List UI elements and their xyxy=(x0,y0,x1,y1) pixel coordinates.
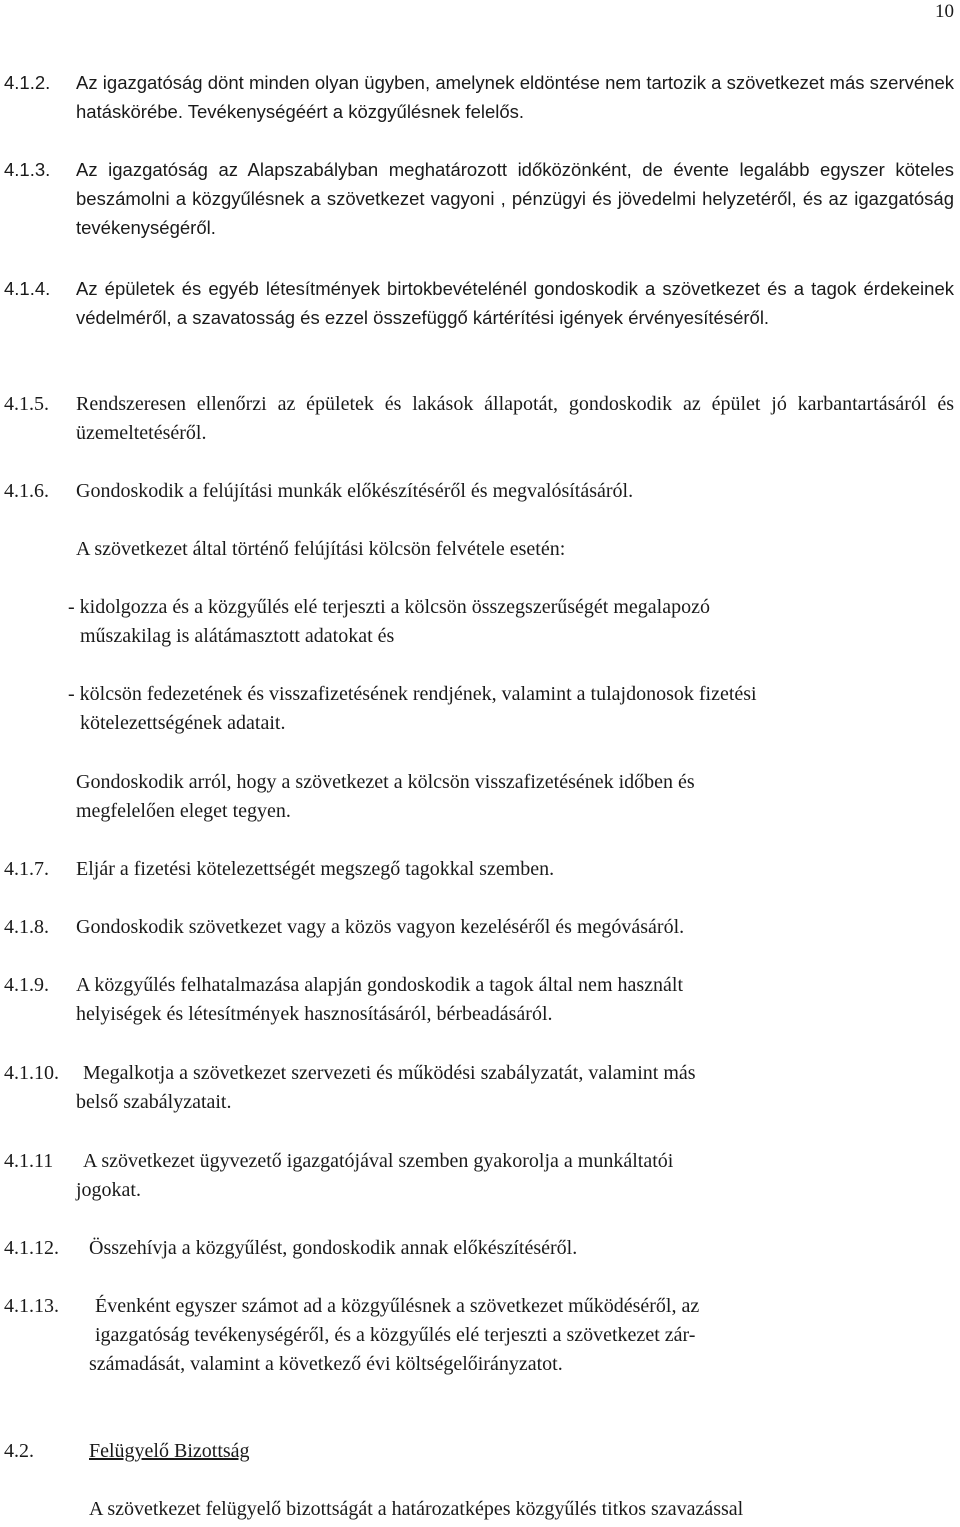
section-heading-title: Felügyelő Bizottság xyxy=(89,1440,250,1462)
section-4-1-10 xyxy=(0,1059,960,1119)
section-4-1-5 xyxy=(0,390,960,450)
section-4-1-8 xyxy=(0,913,960,943)
section-number: 4.1.3. xyxy=(4,159,51,180)
paragraph-line: megfelelően eleget tegyen. xyxy=(76,800,291,822)
section-4-2-heading xyxy=(0,1437,960,1467)
bullet-item xyxy=(0,593,960,653)
section-text: Az igazgatóság az Alapszabályban meghatározott időközönként, de évente legalább egyszer köteles beszámolni a közgyűlésnek a szövetkezet vagyoni , pénzügyi és jövedelmi helyzetéről, és az igazgatóság tevékenységéről. xyxy=(76,159,954,238)
section-text-line: helyiségek és létesítmények hasznosításáról, bérbeadásáról. xyxy=(76,1003,553,1025)
section-text: Eljár a fizetési kötelezettségét megszegő tagokkal szemben. xyxy=(76,858,555,880)
section-text: Az igazgatóság dönt minden olyan ügyben, amelynek eldöntése nem tartozik a szövetkezet más szervének hatáskörébe. Tevékenységéért a közgyűlésnek felelős. xyxy=(76,72,954,122)
section-4-1-6 xyxy=(0,477,960,507)
section-number: 4.1.5. xyxy=(4,393,49,415)
bullet-item xyxy=(0,680,960,740)
section-number: 4.1.10. xyxy=(4,1062,59,1084)
section-text-line: A szövetkezet ügyvezető igazgatójával szemben gyakorolja a munkáltatói xyxy=(83,1150,674,1172)
section-text-line: jogokat. xyxy=(76,1179,141,1201)
section-4-1-13 xyxy=(0,1292,960,1382)
section-number: 4.2. xyxy=(4,1440,34,1462)
section-number: 4.1.4. xyxy=(4,278,51,299)
section-4-1-9 xyxy=(0,971,960,1031)
section-text-line: A közgyűlés felhatalmazása alapján gondoskodik a tagok által nem használt xyxy=(76,974,684,996)
section-text: Gondoskodik a felújítási munkák előkészítéséről és megvalósításáról. xyxy=(76,480,634,502)
bullet-line: kötelezettségének adatait. xyxy=(80,712,286,734)
section-text-line: Évenként egyszer számot ad a közgyűlésnek a szövetkezet működéséről, az xyxy=(95,1295,700,1317)
supervisory-board-paragraph xyxy=(0,1495,960,1525)
section-number: 4.1.11 xyxy=(4,1150,54,1172)
section-4-1-2 xyxy=(0,68,960,128)
paragraph-line: Gondoskodik arról, hogy a szövetkezet a kölcsön visszafizetésének időben és xyxy=(76,771,695,793)
section-text-line: számadását, valamint a következő évi költségelőirányzatot. xyxy=(89,1353,563,1375)
section-number: 4.1.9. xyxy=(4,974,49,996)
paragraph-line: A szövetkezet által történő felújítási kölcsön felvétele esetén: xyxy=(76,538,566,560)
section-text: Összehívja a közgyűlést, gondoskodik annak előkészítéséről. xyxy=(89,1237,578,1259)
section-4-1-4 xyxy=(0,274,960,364)
section-text: Az épületek és egyéb létesítmények birtokbevételénél gondoskodik a szövetkezet és a tagok érdekeinek védelméről, a szavatosság és ezzel összefüggő kártérítési igények érvényesítéséről. xyxy=(76,278,954,328)
repay-paragraph xyxy=(0,768,960,828)
section-number: 4.1.7. xyxy=(4,858,49,880)
section-4-1-12 xyxy=(0,1234,960,1264)
bullet-line: - kidolgozza és a közgyűlés elé terjeszti a kölcsön összegszerűségét megalapozó xyxy=(68,596,710,618)
section-4-1-7 xyxy=(0,855,960,885)
section-number: 4.1.6. xyxy=(4,480,49,502)
paragraph-line: A szövetkezet felügyelő bizottságát a határozatképes közgyűlés titkos szavazással xyxy=(89,1498,744,1520)
section-text-line: belső szabályzatait. xyxy=(76,1091,232,1113)
section-number: 4.1.8. xyxy=(4,916,49,938)
section-text: Rendszeresen ellenőrzi az épületek és lakások állapotát, gondoskodik az épület jó karbantartásáról és üzemeltetéséről. xyxy=(76,393,954,444)
bullet-line: műszakilag is alátámasztott adatokat és xyxy=(80,625,395,647)
loan-intro-paragraph xyxy=(0,535,960,565)
section-number: 4.1.2. xyxy=(4,72,51,93)
section-text: Gondoskodik szövetkezet vagy a közös vagyon kezeléséről és megóvásáról. xyxy=(76,916,685,938)
bullet-line: - kölcsön fedezetének és visszafizetésének rendjének, valamint a tulajdonosok fizetési xyxy=(68,683,757,705)
page-number: 10 xyxy=(935,1,954,22)
section-4-1-3 xyxy=(0,155,960,245)
section-number: 4.1.12. xyxy=(4,1237,59,1259)
section-4-1-11 xyxy=(0,1147,960,1207)
section-text-line: Megalkotja a szövetkezet szervezeti és működési szabályzatát, valamint más xyxy=(83,1062,696,1084)
section-text-line: igazgatóság tevékenységéről, és a közgyűlés elé terjeszti a szövetkezet zár- xyxy=(95,1324,696,1346)
section-number: 4.1.13. xyxy=(4,1295,59,1317)
